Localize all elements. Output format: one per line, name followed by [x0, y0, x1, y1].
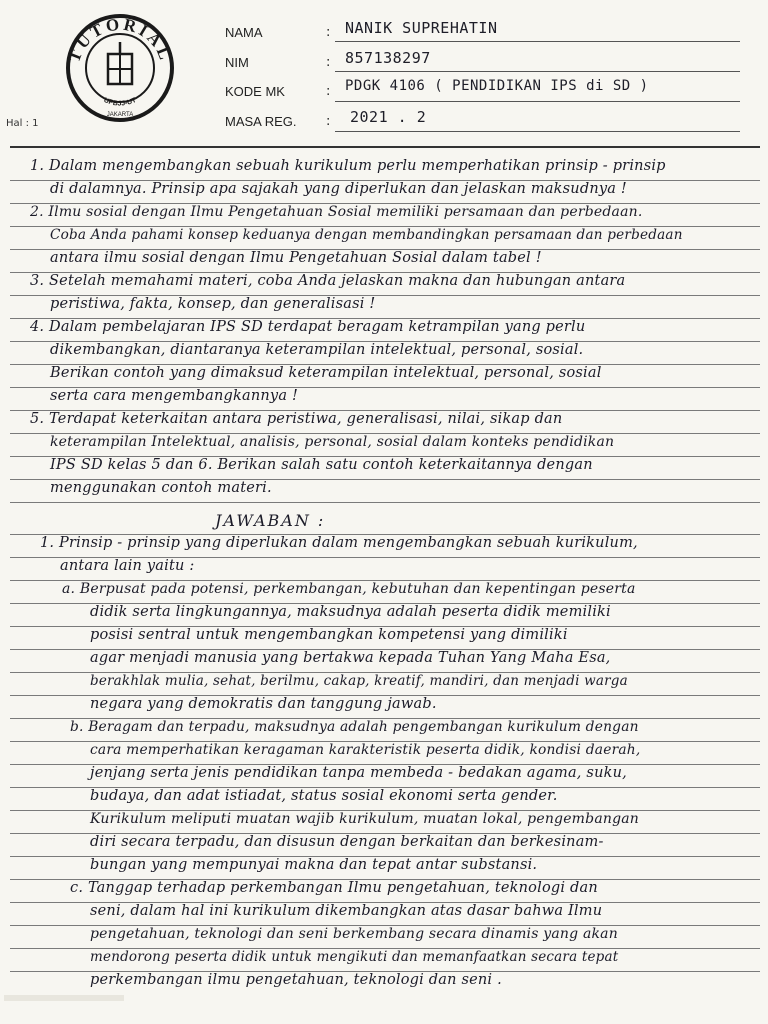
answer-line: budaya, dan adat istiadat, status sosial ekonomi serta gender.: [90, 788, 558, 804]
question-line: keterampilan Intelektual, analisis, personal, sosial dalam konteks pendidikan: [50, 434, 615, 450]
page-number: Hal : 1: [6, 118, 39, 129]
name-value: NANIK SUPREHATIN: [345, 19, 498, 37]
logo-bottom-text: UPBJJ-UT: [102, 96, 138, 108]
question-line: IPS SD kelas 5 dan 6. Berikan salah satu contoh keterkaitannya dengan: [50, 457, 593, 473]
logo-city-text: JAKARTA: [106, 112, 134, 118]
sheet-header: TUTORIAL UPBJJ-UT JAKARTA Hal : 1 NAMA : NANIK SUPREHATIN NIM : 857138297 KODE MK : PDGK 4106 ( PENDIDIKAN IPS di SD ) MASA REG. : 2021 . 2: [0, 0, 768, 145]
answer-line: perkembangan ilmu pengetahuan, teknologi dan seni .: [90, 972, 502, 988]
answer-line: b. Beragam dan terpadu, maksudnya adalah pengembangan kurikulum dengan: [70, 719, 639, 735]
answer-line: negara yang demokratis dan tanggung jawab.: [90, 696, 437, 712]
answer-line: jenjang serta jenis pendidikan tanpa membeda - bedakan agama, suku,: [90, 765, 627, 781]
tutorial-logo-icon: [64, 12, 176, 124]
question-line: serta cara mengembangkannya !: [50, 388, 298, 404]
name-label: NAMA: [225, 25, 263, 40]
answer-line: pengetahuan, teknologi dan seni berkembang secara dinamis yang akan: [90, 926, 618, 942]
question-line: antara ilmu sosial dengan Ilmu Pengetahuan Sosial dalam tabel !: [50, 250, 542, 266]
answer-line: Kurikulum meliputi muatan wajib kurikulum, muatan lokal, pengembangan: [90, 811, 640, 827]
answer-line: agar menjadi manusia yang bertakwa kepada Tuhan Yang Maha Esa,: [90, 650, 611, 666]
answer-line: c. Tanggap terhadap perkembangan Ilmu pengetahuan, teknologi dan: [70, 880, 598, 896]
nim-value: 857138297: [345, 49, 431, 67]
answer-line: didik serta lingkungannya, maksudnya adalah peserta didik memiliki: [90, 604, 611, 620]
answer-line: cara memperhatikan keragaman karakteristik peserta didik, kondisi daerah,: [90, 742, 641, 758]
question-line: 4. Dalam pembelajaran IPS SD terdapat beragam ketrampilan yang perlu: [30, 319, 586, 335]
answer-line: mendorong peserta didik untuk mengikuti dan memanfaatkan secara tepat: [90, 949, 619, 965]
answer-line: bungan yang mempunyai makna dan tepat antar substansi.: [90, 857, 538, 873]
question-line: peristiwa, fakta, konsep, dan generalisasi !: [50, 296, 376, 312]
question-line: Coba Anda pahami konsep keduanya dengan membandingkan persamaan dan perbedaan: [50, 227, 683, 243]
question-line: 1. Dalam mengembangkan sebuah kurikulum perlu memperhatikan prinsip - prinsip: [30, 158, 666, 174]
question-line: Berikan contoh yang dimaksud keterampilan intelektual, personal, sosial: [50, 365, 602, 381]
divider: [10, 146, 760, 148]
question-line: 3. Setelah memahami materi, coba Anda jelaskan makna dan hubungan antara: [30, 273, 626, 289]
question-line: 5. Terdapat keterkaitan antara peristiwa, generalisasi, nilai, sikap dan: [30, 411, 563, 427]
question-line: dikembangkan, diantaranya keterampilan intelektual, personal, sosial.: [50, 342, 584, 358]
question-line: di dalamnya. Prinsip apa sajakah yang diperlukan dan jelaskan maksudnya !: [50, 181, 627, 197]
logo-top-text: TUTORIAL: [64, 14, 176, 65]
question-line: 2. Ilmu sosial dengan Ilmu Pengetahuan Sosial memiliki persamaan dan perbedaan.: [30, 204, 643, 220]
answer-line: posisi sentral untuk mengembangkan kompetensi yang dimiliki: [90, 627, 568, 643]
answer-line: berakhlak mulia, sehat, berilmu, cakap, kreatif, mandiri, dan menjadi warga: [90, 673, 628, 689]
answer-line: diri secara terpadu, dan disusun dengan berkaitan dan berkesinam-: [90, 834, 604, 850]
scan-smudge: [4, 995, 124, 1001]
answer-line: seni, dalam hal ini kurikulum dikembangkan atas dasar bahwa Ilmu: [90, 903, 603, 919]
course-code-value: PDGK 4106 ( PENDIDIKAN IPS di SD ): [345, 78, 649, 94]
answer-line: a. Berpusat pada potensi, perkembangan, kebutuhan dan kepentingan peserta: [62, 581, 636, 597]
registration-label: MASA REG.: [225, 114, 297, 129]
course-code-label: KODE MK: [225, 84, 285, 99]
question-line: menggunakan contoh materi.: [50, 480, 272, 496]
answer-line: antara lain yaitu :: [60, 558, 195, 574]
registration-value: 2021 . 2: [350, 108, 427, 126]
answer-line: 1. Prinsip - prinsip yang diperlukan dalam mengembangkan sebuah kurikulum,: [40, 535, 638, 551]
nim-label: NIM: [225, 55, 249, 70]
answer-heading: JAWABAN :: [215, 511, 326, 530]
svg-text:UPBJJ-UT: [103, 97, 138, 108]
